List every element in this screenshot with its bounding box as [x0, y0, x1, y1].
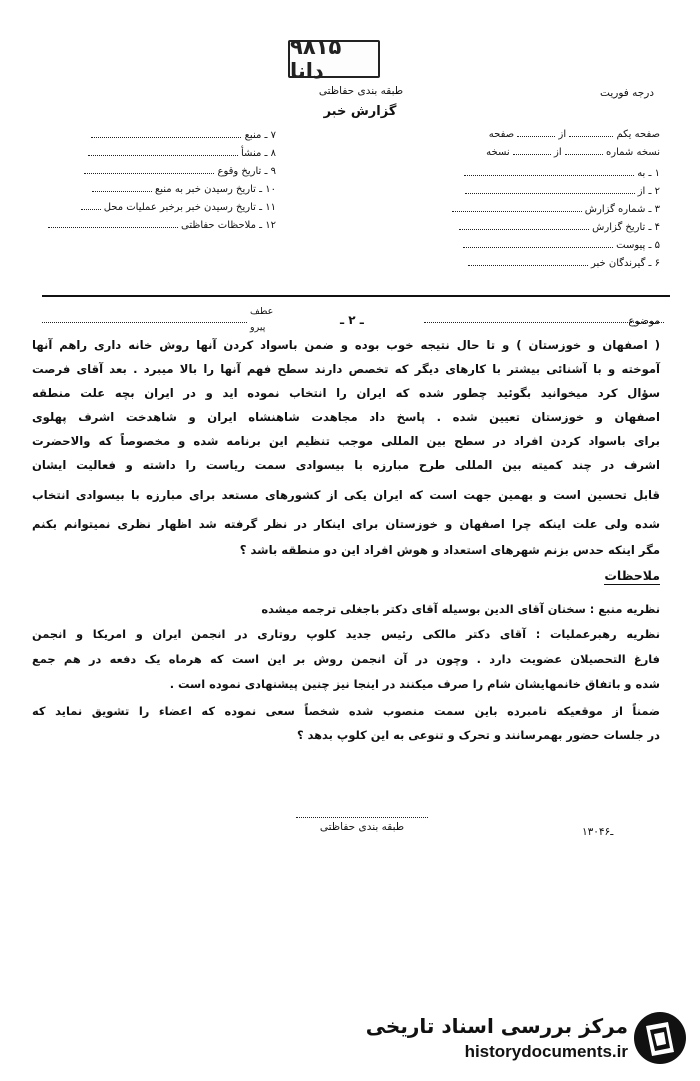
security-notes-label: ۱۲ ـ ملاحظات حفاظتی: [181, 220, 276, 231]
report-date-line: [459, 221, 589, 230]
copy-field-label: نسخه شماره: [606, 147, 660, 158]
source-line: [91, 129, 241, 138]
copy-field-line: [565, 146, 603, 155]
page-field-label: صفحه یکم: [616, 129, 660, 140]
to-field: [464, 167, 660, 179]
event-date-label: ۹ ـ تاریخ وقوع: [217, 166, 276, 177]
remarks-heading: ملاحظات: [604, 568, 660, 583]
remarks-line: نظریه رهبرعملیات : آقای دکتر مالکی رئیس جدید کلوپ روتاری در انجمن ایران و امریکا و انجمن: [32, 627, 660, 641]
header-separator: [42, 295, 670, 297]
form-code: ۱۳۰ـ۴۶: [582, 826, 614, 838]
subject-label: موضوع: [628, 315, 660, 327]
recipients-field: [468, 257, 660, 269]
to-field-line: [464, 167, 634, 176]
archive-logo: [365, 1004, 690, 1072]
security-notes-line: [48, 219, 178, 228]
body-line: قابل تحسین است و بهمین جهت است که ایران یکی از کشورهای مستعد برای مبارزه با بیسوادی انتخاب: [32, 488, 660, 502]
body-line: مگر اینکه حدس بزنم شهرهای استعداد و هوش افراد این دو منطقه باشد ؟: [239, 543, 660, 557]
subject-line-left: [42, 322, 247, 323]
event-date-field: [84, 165, 276, 177]
remarks-line: فارغ التحصیلان عضویت دارد . وچون در آن انجمن روش بر این است که هرماه یک دفعه در هم جمع: [32, 652, 660, 666]
body-line: شده ولی علت اینکه چرا اصفهان و خوزستان برای اینکار در نظر گرفته شد اظهار نظری نمیتوانم بکنم: [32, 517, 660, 531]
security-notes-field: [48, 219, 276, 231]
page-field-of: از: [558, 129, 567, 140]
priority-label: درجه فوریت: [600, 87, 654, 99]
page-number: ـ ۲ ـ: [340, 313, 364, 327]
event-date-line: [84, 165, 214, 174]
peyro-label: پیرو: [250, 322, 266, 333]
report-number-line: [452, 203, 582, 212]
report-date-field: [459, 221, 660, 233]
body-line: آموخته و با آشنائی بیشتر با کارهای دیگر که تخصص دارند سطح فهم آنها را بالا میبرد . بعد آقای فرصت: [32, 362, 660, 376]
remarks-line: شده و باتفاق خانمهایشان شام را صرف میکنند در اینجا نیز چنین پیشنهادی نموده است .: [169, 677, 660, 691]
report-title: گزارش خبر: [323, 104, 397, 119]
file-number-stamp: ۹۸۱۵ دانا: [288, 40, 380, 78]
recipients-line: [468, 257, 588, 266]
source-label: ۷ ـ منبع: [244, 130, 276, 141]
from-field-line: [465, 185, 635, 194]
page-field-line: [569, 128, 613, 137]
page-field-line2: [517, 128, 555, 137]
from-field: [465, 185, 660, 197]
remarks-line: در جلسات حضور بهمرسانند و تحرک و تنوعی به این کلوپ بدهد ؟: [297, 728, 660, 742]
logo-url: historydocuments.ir: [464, 1042, 628, 1061]
local-receipt-date-label: ۱۱ ـ تاریخ رسیدن خبر برخبر عملیات محل: [103, 202, 276, 213]
local-receipt-date-line: [81, 201, 101, 210]
body-line: اصفهان و خوزستان تعیین شده . پاسخ داد مجاهدت شاهنشاه ایران و شاهدخت اشرف پهلوی: [32, 410, 660, 424]
atf-label: عطف: [250, 306, 274, 317]
body-line: ( اصفهان و خوزستان ) و تا حال نتیجه خوب بوده و ضمن باسواد کردن آنها روش خانه داری راهم آنها: [32, 338, 660, 352]
source-field: [91, 129, 276, 141]
remarks-line: ضمناً از موقعیکه نامبرده باین سمت منصوب شده شخصاً سعی نموده که اعضاء را تشویق نماید که: [32, 704, 660, 718]
report-number-field: [452, 203, 660, 215]
report-date-label: ۴ ـ تاریخ گزارش: [592, 222, 660, 233]
body-line: برای باسواد کردن افراد در سطح بین المللی موجب تنظیم این برنامه شده و مخصوصاً که والاحضرت: [32, 434, 660, 448]
remarks-line: نظریه منبع : سخنان آقای الدین بوسیله آقای دکتر باجغلی ترجمه میشده: [261, 602, 660, 616]
copy-field-of: از: [554, 147, 562, 158]
from-field-label: ۲ ـ از: [637, 186, 660, 197]
origin-label: ۸ ـ منشأ: [240, 148, 276, 159]
attachment-line: [463, 239, 613, 248]
copy-field-tail: نسخه: [486, 147, 510, 158]
report-number-label: ۳ ـ شماره گزارش: [584, 204, 660, 215]
origin-line: [88, 147, 238, 156]
archive-emblem-icon: [632, 1010, 688, 1066]
receipt-date-field: [92, 183, 276, 195]
body-line: اشرف در چند کمیته بین المللی طرح مبارزه با بیسوادی سمت ریاست را داشته و فعالیت ایشان: [32, 458, 660, 472]
subject-line: [424, 322, 664, 323]
attachment-label: ۵ ـ پیوست: [616, 240, 660, 251]
receipt-date-line: [92, 183, 152, 192]
page-field: [489, 128, 660, 140]
logo-title: مرکز بررسی اسناد تاریخی: [365, 1014, 628, 1038]
attachment-field: [463, 239, 660, 251]
classification-bottom: طبقه بندی حفاظتی: [319, 821, 405, 833]
origin-field: [88, 147, 276, 159]
local-receipt-date-field: [81, 201, 277, 213]
recipients-label: ۶ ـ گیرندگان خبر: [590, 258, 660, 269]
to-field-label: ۱ ـ به: [637, 168, 660, 179]
classification-bottom-line: [296, 817, 428, 818]
body-line: سؤال کرد میخوانید بگوئید چطور شده که ایران را انتخاب نموده اید و در ایران بچه علت منطقه: [32, 386, 660, 400]
page-field-tail: صفحه: [488, 129, 515, 140]
classification-top: طبقه بندی حفاظتی: [318, 85, 404, 97]
copy-field-line2: [513, 146, 551, 155]
copy-field: [486, 146, 660, 158]
receipt-date-label: ۱۰ ـ تاریخ رسیدن خبر به منبع: [154, 184, 276, 195]
